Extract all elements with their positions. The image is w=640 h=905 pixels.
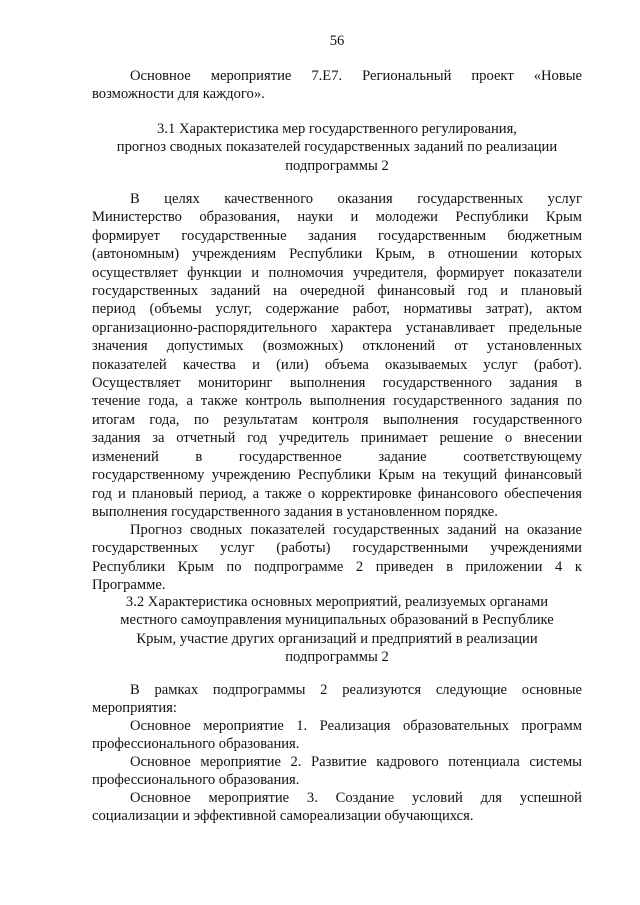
activity-line: профессионального образования. [92, 772, 300, 789]
paragraph-line: Министерство образования, науки и молодежи Республики Крым [92, 209, 582, 226]
activity-line: социализации и эффективной самореализации обучающихся. [92, 808, 474, 825]
paragraph-line: В рамках подпрограммы 2 реализуются следующие основные [130, 682, 582, 698]
heading-line: Крым, участие других организаций и предприятий в реализации [136, 630, 538, 647]
paragraph-line: показателей качества и (или) объема оказываемых услуг (работ). [92, 356, 582, 373]
paragraph-line: изменений в государственное задание соответствующему [92, 448, 582, 465]
intro-line: возможности для каждого». [92, 86, 265, 103]
paragraph-line: год и плановый период, а также о корректировке финансового обеспечения [92, 485, 582, 502]
paragraph-line: мероприятия: [92, 700, 177, 717]
section-3-1-paragraph-2 [92, 521, 582, 595]
activity-item-3 [92, 789, 582, 826]
activity-line: Основное мероприятие 1. Реализация образовательных программ [130, 718, 582, 734]
paragraph-line: государственных заданий на очередной финансовый год и плановый [92, 283, 582, 300]
activity-line: Основное мероприятие 3. Создание условий для успешной [130, 790, 582, 806]
paragraph-line: Осуществляет мониторинг выполнения государственного задания в [92, 375, 582, 392]
paragraph-line: В целях качественного оказания государственных услуг [130, 191, 582, 207]
activity-line: профессионального образования. [92, 736, 300, 753]
page-number: 56 [329, 33, 345, 49]
paragraph-line: итогам года, по результатам контроля выполнения государственного [92, 411, 582, 428]
section-3-1-paragraph-1 [92, 190, 582, 521]
heading-line: 3.2 Характеристика основных мероприятий, реализуемых органами [125, 594, 549, 610]
activity-item-2 [92, 753, 582, 790]
paragraph-line: государственному учреждению Республики Крым на текущий финансовый [92, 467, 582, 484]
paragraph-line: значения допустимых (возможных) отклонений от установленных [92, 338, 582, 355]
paragraph-line: организационно-распорядительного характера устанавливает предельные [92, 319, 582, 336]
paragraph-line: осуществляет функции и полномочия учредителя, формирует показатели [92, 264, 582, 281]
paragraph-line: период (объемы услуг, содержание работ, нормативы затрат), актом [92, 301, 582, 318]
heading-line: 3.1 Характеристика мер государственного регулирования, [157, 121, 517, 137]
activity-item-1 [92, 717, 582, 754]
intro-line: Основное мероприятие 7.Е7. Региональный проект «Новые [130, 68, 582, 84]
paragraph-line: Республики Крым по подпрограмме 2 приведен в приложении 4 к [92, 558, 582, 575]
heading-line: подпрограммы 2 [285, 649, 389, 666]
paragraph-line: задания за отчетный год учредитель принимает решение о внесении [92, 430, 582, 447]
paragraph-line: течение года, а также контроль выполнения государственного задания по [92, 393, 582, 410]
section-heading-3-1 [92, 120, 582, 175]
section-3-2-intro [92, 681, 582, 718]
paragraph-line: Программе. [92, 577, 166, 594]
section-heading-3-2 [92, 593, 582, 667]
heading-line: местного самоуправления муниципальных образований в Республике [120, 612, 554, 629]
heading-line: подпрограммы 2 [285, 157, 389, 174]
paragraph-line: Прогноз сводных показателей государственных заданий на оказание [130, 522, 582, 538]
heading-line: прогноз сводных показателей государственных заданий по реализации [116, 139, 558, 156]
intro-paragraph [92, 67, 582, 104]
activity-line: Основное мероприятие 2. Развитие кадрового потенциала системы [130, 754, 582, 770]
paragraph-line: выполнения государственного задания в установленном порядке. [92, 503, 498, 520]
paragraph-line: государственных услуг (работы) государственными учреждениями [92, 540, 582, 557]
paragraph-line: (автономным) учреждениям Республики Крым, в отношении которых [92, 246, 582, 263]
paragraph-line: формирует государственные задания государственным бюджетным [92, 227, 582, 244]
